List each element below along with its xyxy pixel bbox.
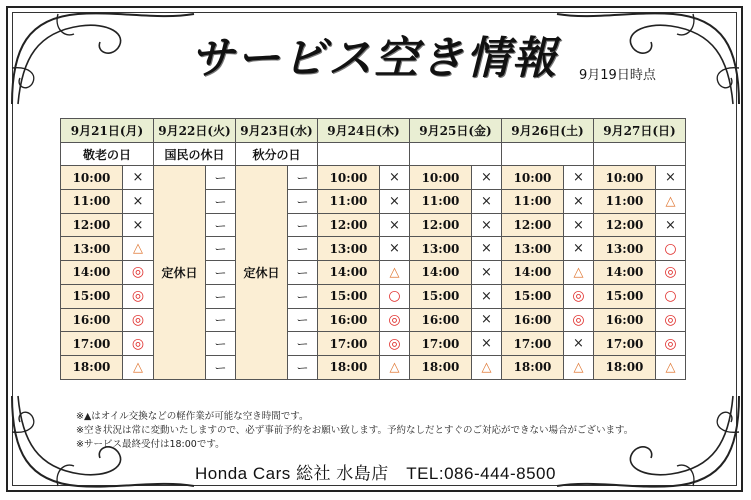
unavailable-dash: ー (288, 284, 318, 308)
time-slot: 17:00 (410, 332, 472, 356)
availability-mark: △ (123, 355, 154, 379)
availability-mark: △ (564, 355, 594, 379)
availability-mark: × (656, 213, 686, 237)
time-slot: 15:00 (318, 284, 380, 308)
unavailable-dash: ー (206, 284, 236, 308)
time-slot: 10:00 (318, 166, 380, 190)
unavailable-dash: ー (288, 308, 318, 332)
availability-mark: × (656, 166, 686, 190)
time-slot: 12:00 (594, 213, 656, 237)
time-slot: 10:00 (61, 166, 123, 190)
time-slot: 18:00 (594, 355, 656, 379)
note-line: ※空き状況は常に変動いたしますので、必ず事前予約をお願い致します。予約なしだとすぐのご対応ができない場合がございます。 (76, 425, 634, 436)
time-slot: 12:00 (61, 213, 123, 237)
time-slot: 14:00 (594, 261, 656, 285)
availability-mark: △ (564, 261, 594, 285)
time-slot: 11:00 (502, 190, 564, 214)
availability-mark: ○ (656, 284, 686, 308)
date-header: 9月23日(水) (236, 119, 318, 143)
unavailable-dash: ー (288, 166, 318, 190)
availability-mark: × (380, 237, 410, 261)
time-slot: 16:00 (594, 308, 656, 332)
availability-mark: × (472, 284, 502, 308)
time-slot: 14:00 (61, 261, 123, 285)
time-slot: 11:00 (318, 190, 380, 214)
availability-mark: × (564, 190, 594, 214)
holiday-row (61, 142, 686, 166)
availability-mark: ◎ (380, 332, 410, 356)
time-slot: 14:00 (318, 261, 380, 285)
unavailable-dash: ー (288, 190, 318, 214)
time-slot: 10:00 (594, 166, 656, 190)
closed-day-cell: 定休日 (154, 166, 206, 379)
closed-day-cell: 定休日 (236, 166, 288, 379)
time-slot-row (61, 166, 686, 190)
availability-mark: × (564, 332, 594, 356)
availability-mark: × (564, 166, 594, 190)
availability-mark: ◎ (656, 332, 686, 356)
time-slot: 13:00 (502, 237, 564, 261)
time-slot: 18:00 (410, 355, 472, 379)
availability-mark: ○ (656, 237, 686, 261)
corner-ornament-top-right (553, 8, 743, 108)
time-slot: 18:00 (318, 355, 380, 379)
unavailable-dash: ー (288, 213, 318, 237)
holiday-label (502, 142, 594, 166)
time-slot: 12:00 (318, 213, 380, 237)
time-slot: 15:00 (61, 284, 123, 308)
holiday-label (318, 142, 410, 166)
availability-mark: △ (656, 355, 686, 379)
unavailable-dash: ー (288, 237, 318, 261)
availability-mark: × (123, 166, 154, 190)
unavailable-dash: ー (206, 166, 236, 190)
time-slot: 17:00 (318, 332, 380, 356)
unavailable-dash: ー (288, 261, 318, 285)
time-slot: 16:00 (410, 308, 472, 332)
notes (76, 410, 633, 452)
availability-mark: ◎ (656, 261, 686, 285)
time-slot: 11:00 (410, 190, 472, 214)
date-header: 9月21日(月) (61, 119, 154, 143)
availability-mark: × (123, 213, 154, 237)
time-slot: 10:00 (410, 166, 472, 190)
time-slot: 13:00 (410, 237, 472, 261)
unavailable-dash: ー (206, 261, 236, 285)
availability-mark: × (380, 166, 410, 190)
date-header: 9月25日(金) (410, 119, 502, 143)
time-slot: 14:00 (502, 261, 564, 285)
availability-mark: △ (380, 355, 410, 379)
time-slot: 15:00 (594, 284, 656, 308)
holiday-label (410, 142, 502, 166)
availability-mark: ◎ (123, 284, 154, 308)
time-slot: 18:00 (502, 355, 564, 379)
time-slot: 17:00 (61, 332, 123, 356)
page-title: サービス空き情報 (190, 33, 558, 84)
availability-table (60, 118, 686, 380)
time-slot: 11:00 (61, 190, 123, 214)
availability-mark: × (380, 213, 410, 237)
availability-mark: ◎ (123, 261, 154, 285)
availability-mark: △ (123, 237, 154, 261)
availability-mark: × (472, 190, 502, 214)
availability-mark: × (472, 166, 502, 190)
holiday-label: 敬老の日 (61, 142, 154, 166)
availability-mark: × (564, 213, 594, 237)
availability-mark: × (472, 332, 502, 356)
slot-rows (61, 166, 686, 379)
date-header: 9月22日(火) (154, 119, 236, 143)
availability-mark: △ (380, 261, 410, 285)
availability-mark: × (380, 190, 410, 214)
time-slot: 12:00 (502, 213, 564, 237)
time-slot: 16:00 (502, 308, 564, 332)
time-slot: 13:00 (594, 237, 656, 261)
time-slot: 12:00 (410, 213, 472, 237)
availability-mark: × (472, 213, 502, 237)
dealer-contact: Honda Cars 総社 水島店 TEL:086-444-8500 (195, 464, 556, 483)
availability-mark: △ (656, 190, 686, 214)
date-header: 9月27日(日) (594, 119, 686, 143)
availability-mark: × (472, 237, 502, 261)
time-slot: 13:00 (61, 237, 123, 261)
availability-mark: ◎ (656, 308, 686, 332)
time-slot: 18:00 (61, 355, 123, 379)
corner-ornament-top-left (8, 8, 198, 108)
time-slot: 13:00 (318, 237, 380, 261)
availability-mark: ◎ (380, 308, 410, 332)
unavailable-dash: ー (206, 332, 236, 356)
holiday-label: 国民の休日 (154, 142, 236, 166)
availability-mark: × (472, 261, 502, 285)
availability-mark: ◎ (564, 284, 594, 308)
availability-mark: ○ (380, 284, 410, 308)
holiday-label: 秋分の日 (236, 142, 318, 166)
unavailable-dash: ー (206, 237, 236, 261)
time-slot: 16:00 (61, 308, 123, 332)
time-slot: 15:00 (502, 284, 564, 308)
time-slot: 10:00 (502, 166, 564, 190)
as-of-date: 9月19日時点 (579, 68, 656, 83)
unavailable-dash: ー (206, 308, 236, 332)
time-slot: 17:00 (502, 332, 564, 356)
time-slot: 17:00 (594, 332, 656, 356)
date-header-row (61, 119, 686, 143)
availability-mark: × (472, 308, 502, 332)
note-line: ※サービス最終受付は18:00です。 (76, 439, 225, 450)
holiday-label (594, 142, 686, 166)
unavailable-dash: ー (206, 190, 236, 214)
unavailable-dash: ー (288, 332, 318, 356)
date-header: 9月24日(木) (318, 119, 410, 143)
availability-mark: ◎ (123, 332, 154, 356)
availability-mark: × (564, 237, 594, 261)
availability-mark: △ (472, 355, 502, 379)
unavailable-dash: ー (288, 355, 318, 379)
unavailable-dash: ー (206, 213, 236, 237)
availability-mark: ◎ (564, 308, 594, 332)
unavailable-dash: ー (206, 355, 236, 379)
time-slot: 14:00 (410, 261, 472, 285)
availability-mark: ◎ (123, 308, 154, 332)
time-slot: 11:00 (594, 190, 656, 214)
date-header: 9月26日(土) (502, 119, 594, 143)
time-slot: 15:00 (410, 284, 472, 308)
note-line: ※▲はオイル交換などの軽作業が可能な空き時間です。 (76, 411, 309, 422)
time-slot: 16:00 (318, 308, 380, 332)
availability-mark: × (123, 190, 154, 214)
